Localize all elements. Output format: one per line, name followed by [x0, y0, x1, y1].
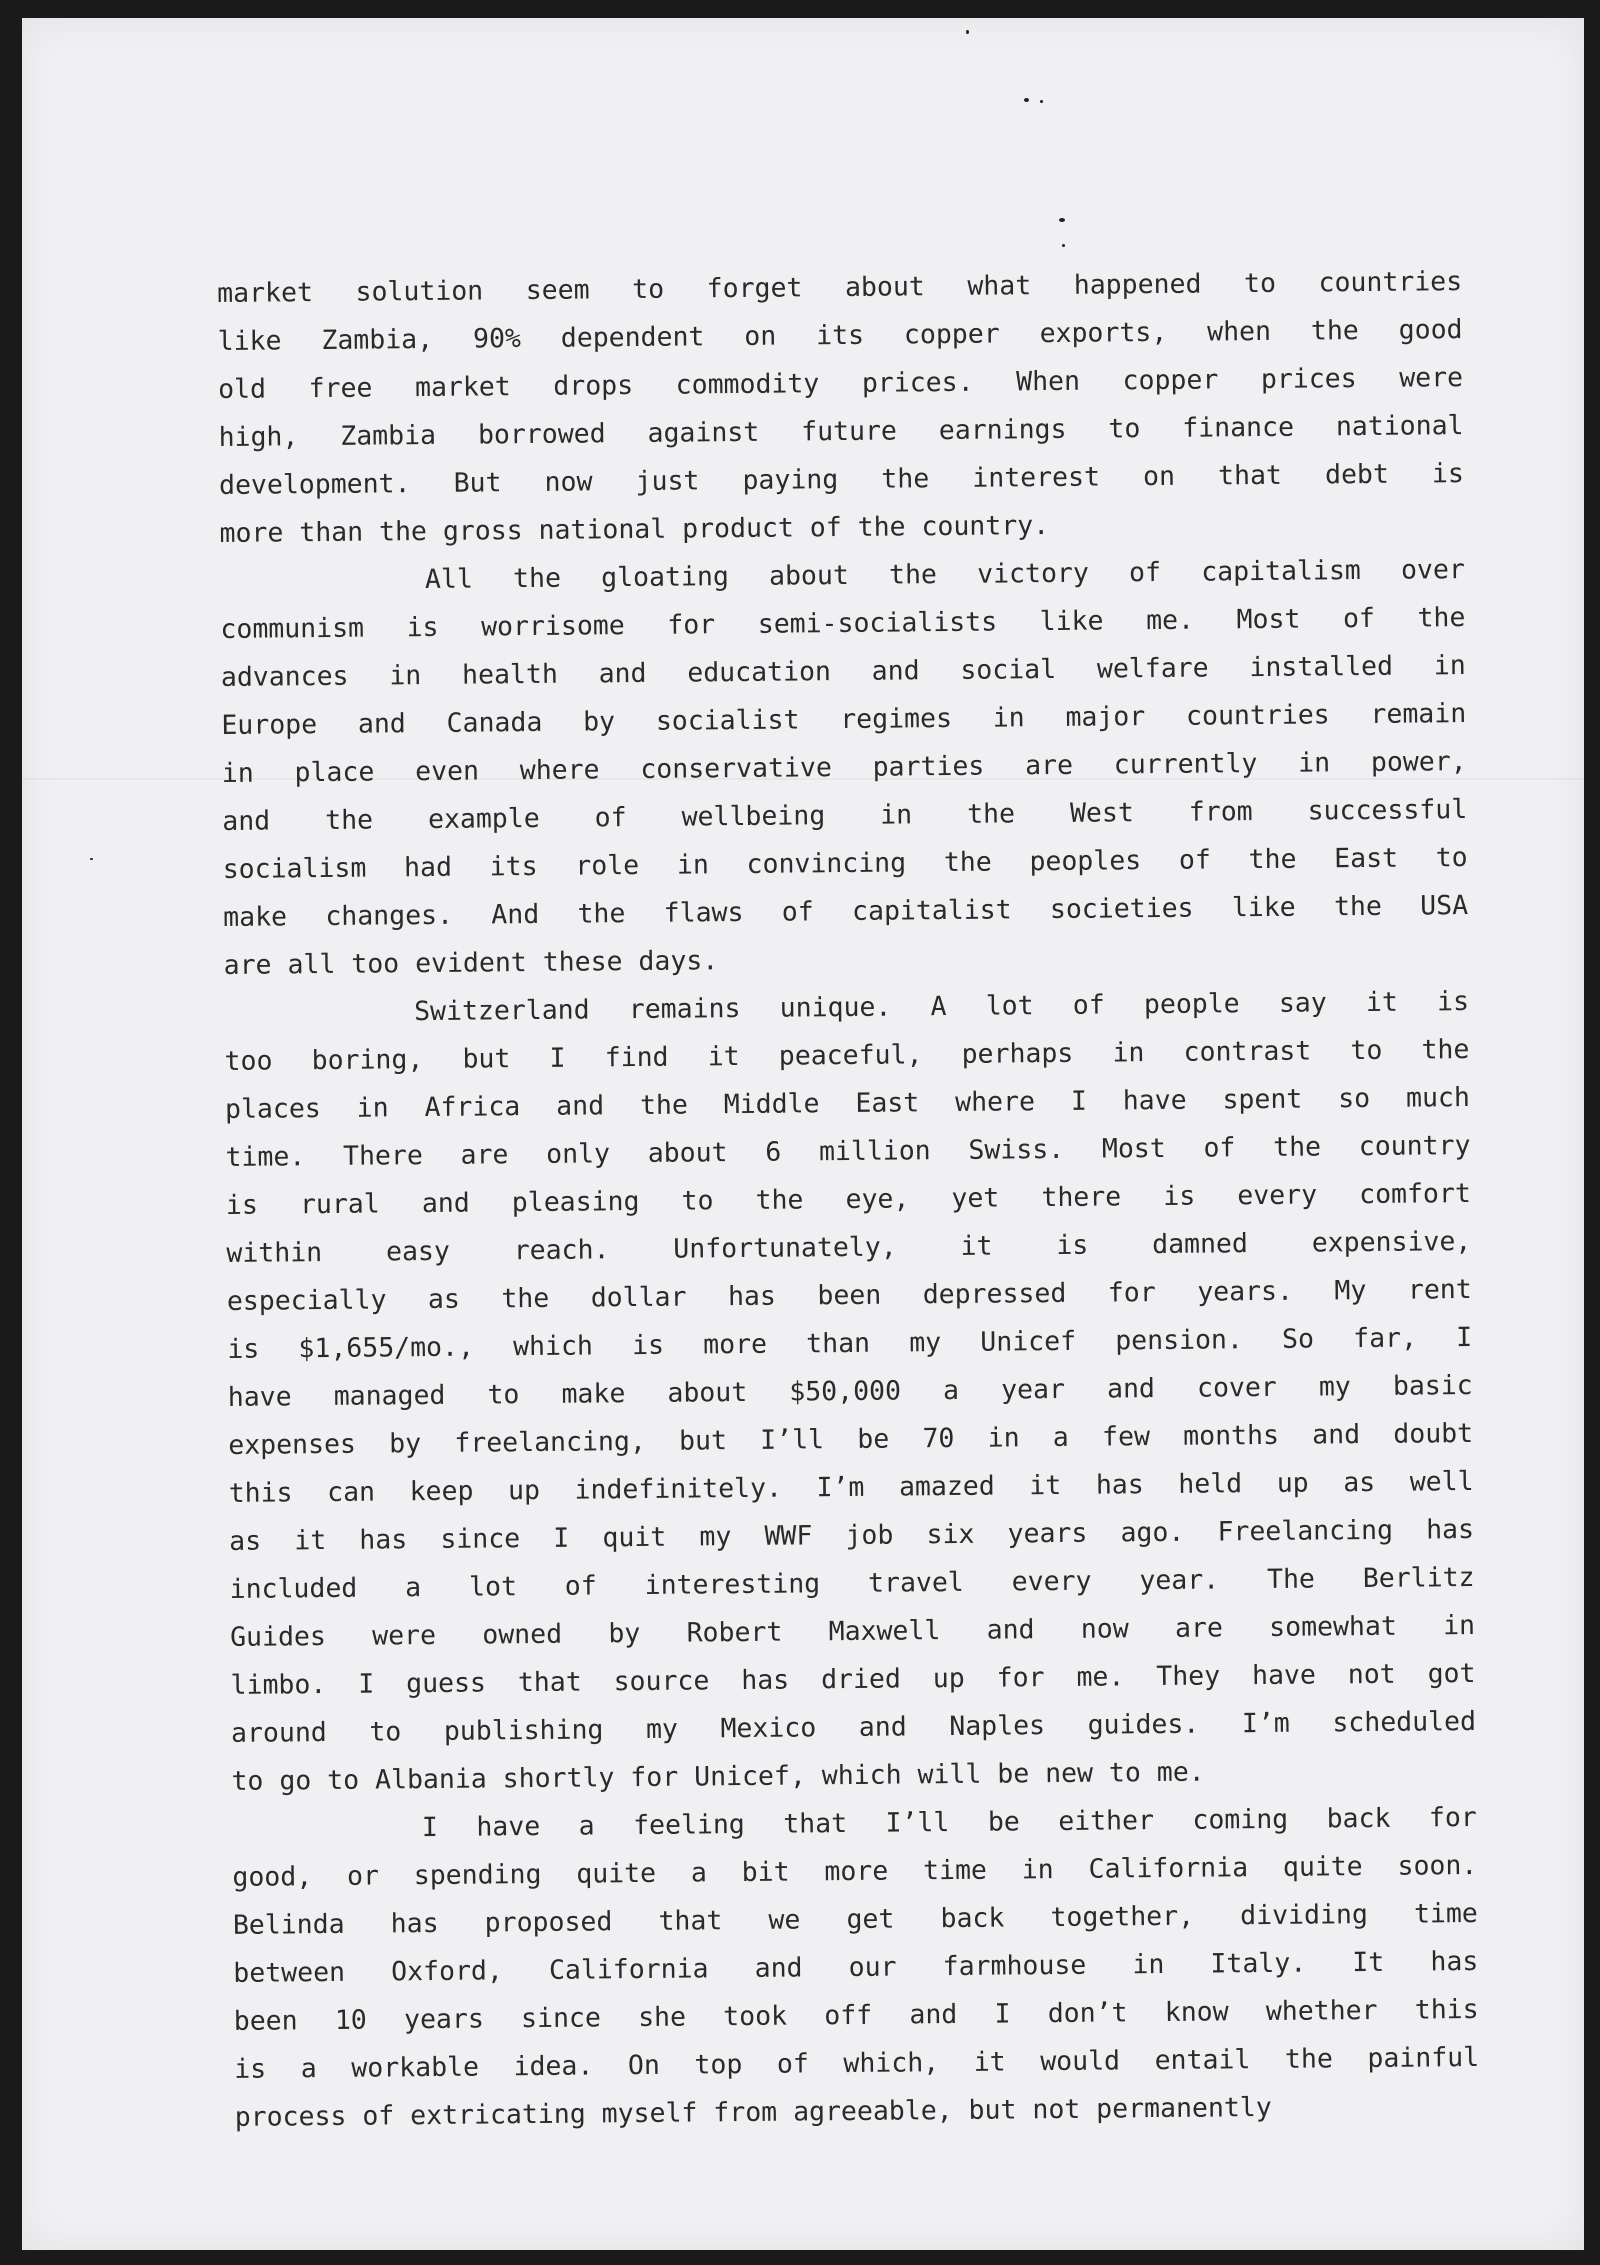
text-line: in place even where conservative parties are currently in power, [221, 746, 1467, 789]
text-line: advances in health and education and social welfare installed in [220, 650, 1466, 693]
paragraph [217, 258, 1465, 558]
text-line: time. There are only about 6 million Swiss. Most of the country [225, 1130, 1471, 1173]
text-line: are all too evident these days. [223, 945, 719, 981]
text-line: this can keep up indefinitely. I’m amazed it has held up as well [228, 1465, 1474, 1509]
text-line: too boring, but I find it peaceful, perhaps in contrast to the [224, 1034, 1470, 1077]
paragraph [232, 1794, 1480, 2142]
text-line: around to publishing my Mexico and Naples guides. I’m scheduled [230, 1705, 1477, 1749]
text-line: like Zambia, 90% dependent on its copper exports, when the good [217, 314, 1463, 357]
text-line: have managed to make about $50,000 a year and cover my basic [227, 1369, 1473, 1413]
text-line: between Oxford, California and our farmhouse in Italy. It has [233, 1945, 1479, 1989]
paragraph [220, 546, 1469, 990]
text-line: included a lot of interesting travel every year. The Berlitz [229, 1561, 1475, 1605]
text-line: Europe and Canada by socialist regimes in major countries remain [221, 698, 1467, 741]
text-line: socialism had its role in convincing the peoples of the East to [222, 842, 1468, 885]
text-line: as it has since I quit my WWF job six years ago. Freelancing has [229, 1513, 1475, 1557]
text-line: Belinda has proposed that we get back together, dividing time [232, 1897, 1478, 1941]
paragraph [224, 978, 1477, 1806]
text-line: within easy reach. Unfortunately, it is damned expensive, [226, 1226, 1472, 1269]
text-line: more than the gross national product of the country. [219, 510, 1050, 549]
ink-speck [1040, 100, 1043, 103]
text-line: old free market drops commodity prices. When copper prices were [217, 362, 1464, 405]
text-line: expenses by freelancing, but I’ll be 70 in a few months and doubt [228, 1417, 1474, 1461]
text-line: development. But now just paying the interest on that debt is [218, 458, 1465, 501]
text-line: Guides were owned by Robert Maxwell and now are somewhat in [229, 1609, 1476, 1653]
text-line: process of extricating myself from agreeable, but not permanently [234, 2091, 1272, 2133]
text-line: make changes. And the flaws of capitalist societies like the USA [223, 890, 1469, 933]
text-line: been 10 years since she took off and I don’t know whether this [233, 1993, 1479, 2037]
ink-speck [966, 30, 969, 34]
text-line: especially as the dollar has been depressed for years. My rent [226, 1274, 1472, 1317]
text-line: is $1,655/mo., which is more than my Unicef pension. So far, I [227, 1322, 1473, 1365]
text-line: Switzerland remains unique. A lot of people say it is [413, 986, 1470, 1028]
ink-speck [1062, 244, 1065, 247]
text-line: is rural and pleasing to the eye, yet there is every comfort [225, 1178, 1471, 1221]
text-line: good, or spending quite a bit more time in California quite soon. [232, 1849, 1478, 1893]
letter-page [22, 18, 1584, 2250]
text-line: to go to Albania shortly for Unicef, which will be new to me. [231, 1756, 1205, 1797]
text-line: limbo. I guess that source has dried up for me. They have not got [230, 1657, 1476, 1701]
text-line: high, Zambia borrowed against future earnings to finance national [218, 410, 1464, 453]
text-line: I have a feeling that I’ll be either coming back for [421, 1801, 1477, 1844]
ink-speck [90, 858, 93, 860]
text-line: All the gloating about the victory of capitalism over [424, 554, 1465, 596]
text-line: is a workable idea. On top of which, it would entail the painful [234, 2041, 1480, 2085]
text-line: places in Africa and the Middle East where I have spent so much [224, 1082, 1471, 1125]
ink-speck [1024, 98, 1029, 102]
text-line: and the example of wellbeing in the West from successful [222, 794, 1468, 837]
ink-speck [1059, 218, 1065, 222]
text-line: communism is worrisome for semi-socialists like me. Most of the [220, 602, 1466, 645]
text-line: market solution seem to forget about what happened to countries [217, 266, 1463, 309]
letter-body [217, 258, 1480, 2142]
